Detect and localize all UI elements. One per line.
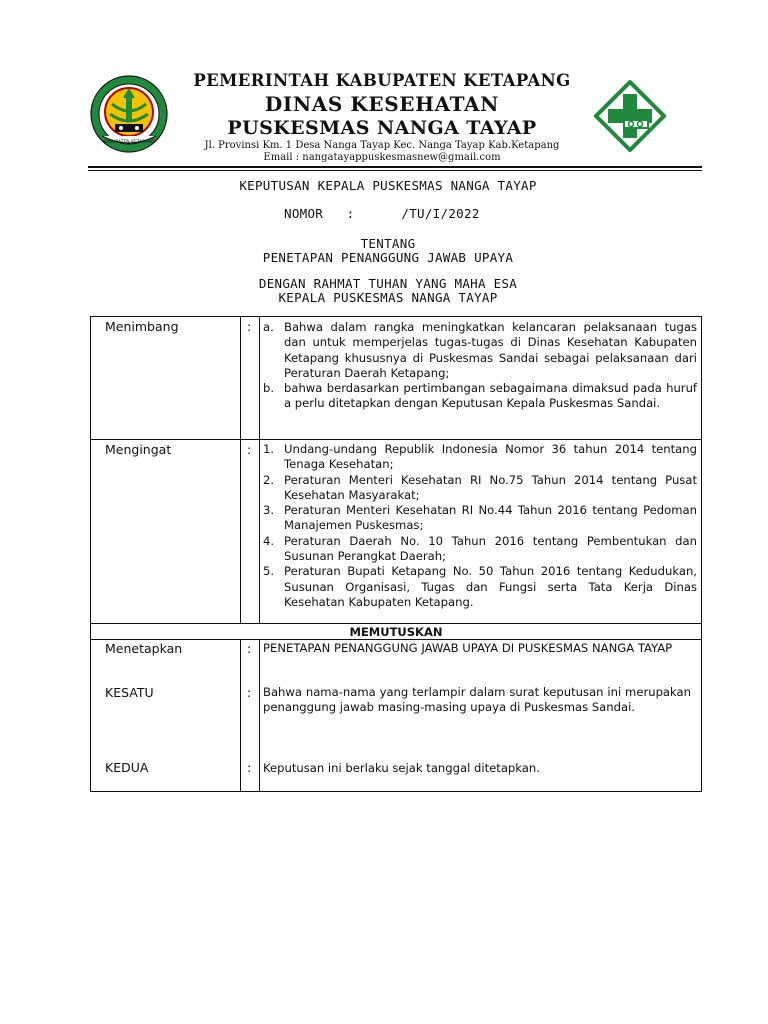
list-marker: b. (263, 381, 275, 396)
colon: : (247, 760, 252, 775)
column-divider-right-lower (259, 639, 260, 792)
list-item (263, 564, 697, 610)
mengingat-content (263, 442, 697, 610)
puskesmas-cross-icon (594, 80, 666, 152)
list-item (263, 503, 697, 534)
letterhead-rule-thin (88, 170, 702, 171)
list-item-text: Peraturan Daerah No. 10 Tahun 2016 tentang Pembentukan dan Susunan Perangkat Daerah; (284, 533, 697, 564)
row-divider (91, 623, 701, 624)
list-item (263, 534, 697, 565)
menimbang-content (263, 320, 697, 412)
list-item-text: Peraturan Menteri Kesehatan RI No.44 Tahun 2016 tentang Pedoman Manajemen Puskesmas; (284, 503, 697, 533)
mengingat-label: Mengingat (105, 442, 172, 457)
colon: : (247, 319, 252, 334)
column-divider-left (240, 317, 241, 624)
kepala-line: KEPALA PUSKESMAS NANGA TAYAP (278, 290, 498, 305)
decree-number: NOMOR : /TU/I/2022 (284, 206, 480, 221)
list-item (263, 381, 697, 412)
agency-name: DINAS KESEHATAN (264, 92, 500, 116)
menetapkan-label: Menetapkan (105, 641, 183, 656)
column-divider-left-lower (240, 639, 241, 792)
row-divider (91, 639, 701, 640)
column-divider-right (259, 317, 260, 624)
list-item-text: Peraturan Menteri Kesehatan RI No.75 Tahun 2014 tentang Pusat Kesehatan Masyarakat; (284, 472, 697, 502)
list-marker: 1. (263, 442, 275, 456)
list-item (263, 473, 697, 504)
kedua-text: Keputusan ini berlaku sejak tanggal ditetapkan. (263, 761, 540, 775)
menimbang-label: Menimbang (105, 319, 179, 334)
tentang-heading: TENTANG (360, 236, 416, 251)
colon: : (247, 641, 252, 656)
decree-title: KEPUTUSAN KEPALA PUSKESMAS NANGA TAYAP (239, 178, 537, 193)
list-item-text: Bahwa dalam rangka meningkatkan kelancaran pelaksanaan tugas dan untuk memperjelas tugas-tugas di Dinas Kesehatan Kabupaten Ketapang khususnya di Puskesmas Sandai sebagai pelaksanaan dari Peraturan Daerah Ketapang; (284, 320, 697, 380)
letterhead-text (176, 70, 588, 164)
kedua-label: KEDUA (105, 760, 149, 775)
letterhead-rule-thick (88, 166, 702, 168)
government-name: PEMERINTAH KABUPATEN KETAPANG (193, 71, 571, 90)
menetapkan-text: PENETAPAN PENANGGUNG JAWAB UPAYA DI PUSKESMAS NANGA TAYAP (263, 641, 673, 655)
address: Jl. Provinsi Km. 1 Desa Nanga Tayap Kec. Nanga Tayap Kab.Ketapang (204, 140, 560, 151)
list-marker: 2. (263, 472, 275, 487)
colon: : (247, 685, 252, 700)
ketapang-regency-emblem-icon (88, 74, 170, 154)
row-divider (91, 439, 701, 440)
list-marker: a. (263, 320, 274, 334)
decree-subject: PENETAPAN PENANGGUNG JAWAB UPAYA (262, 250, 514, 265)
memutuskan-heading: MEMUTUSKAN (349, 625, 443, 639)
colon: : (247, 442, 252, 457)
emblem-ribbon-text: KABUPATEN KETAPANG (103, 140, 155, 145)
rahmat-line: DENGAN RAHMAT TUHAN YANG MAHA ESA (258, 276, 518, 291)
list-marker: 5. (263, 564, 275, 579)
list-item-text: Peraturan Bupati Ketapang No. 50 Tahun 2016 tentang Kedudukan, Susunan Organisasi, Tugas dan Fungsi serta Tata Kerja Dinas Kesehatan Kabupaten Ketapang. (284, 564, 697, 609)
list-item (263, 442, 697, 473)
decree-table (90, 316, 702, 792)
list-marker: 3. (263, 503, 275, 518)
list-item (263, 320, 697, 381)
list-item-text: bahwa berdasarkan pertimbangan sebagaimana dimaksud pada huruf a perlu ditetapkan dengan Keputusan Kepala Puskesmas Sandai. (284, 381, 697, 411)
kesatu-text: Bahwa nama-nama yang terlampir dalam surat keputusan ini merupakan penanggung jawab masing-masing upaya di Puskesmas Sandai. (263, 685, 691, 715)
list-item-text: Undang-undang Republik Indonesia Nomor 36 tahun 2014 tentang Tenaga Kesehatan; (284, 442, 697, 472)
puskesmas-name: PUSKESMAS NANGA TAYAP (227, 117, 537, 139)
list-marker: 4. (263, 533, 275, 548)
email: Email : nangatayappuskesmasnew@gmail.com (263, 152, 501, 163)
kesatu-label: KESATU (105, 685, 154, 700)
letterhead (0, 0, 768, 175)
